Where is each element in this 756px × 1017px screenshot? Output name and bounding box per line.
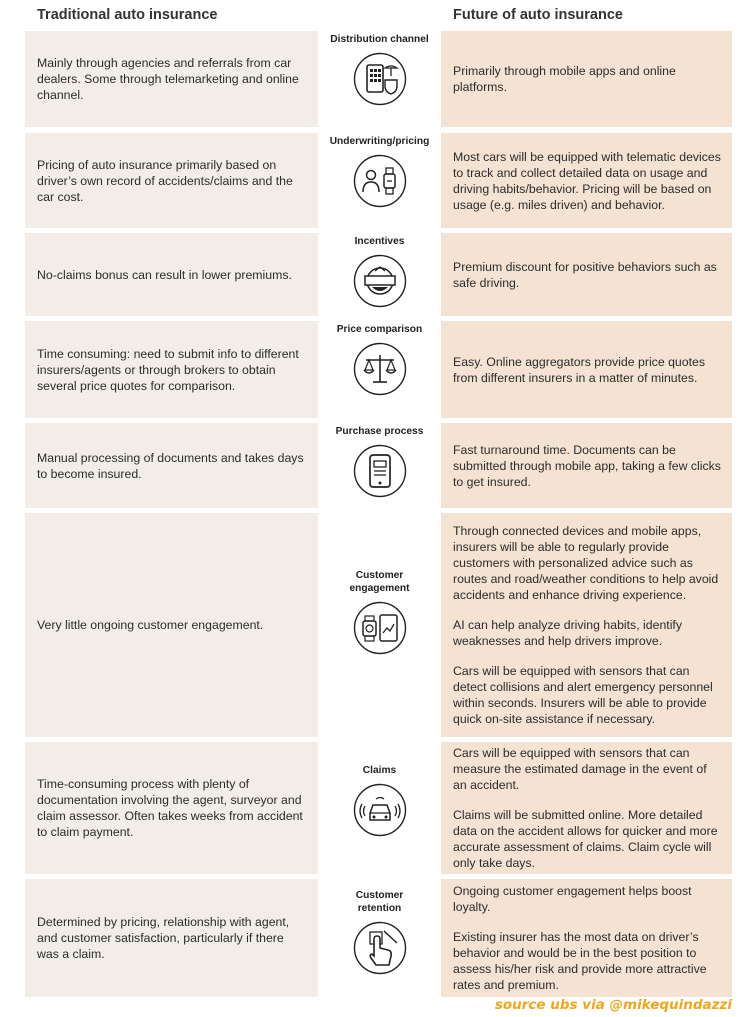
smartphone-icon bbox=[353, 444, 407, 498]
category bbox=[318, 762, 441, 837]
traditional-cell bbox=[25, 742, 318, 874]
category bbox=[318, 133, 441, 208]
future-text: Claims will be submitted online. More detailed data on the accident allows for quicker and more accurate assessment of claims. Claim cycle will only take days. bbox=[453, 808, 718, 870]
traditional-text: Time-consuming process with plenty of documentation involving the agent, surveyor and claim assessor. Often takes weeks from accident to claim payment. bbox=[37, 777, 303, 839]
future-text: Fast turnaround time. Documents can be submitted through mobile app, taking a few clicks to get insured. bbox=[453, 442, 721, 489]
traditional-cell bbox=[25, 513, 318, 737]
traditional-cell bbox=[25, 321, 318, 418]
future-text: Cars will be equipped with sensors that can measure the estimated damage in the event of an accident. bbox=[453, 746, 707, 792]
category-label: Underwriting/pricing bbox=[329, 136, 430, 147]
watch-tablet-icon bbox=[353, 601, 407, 655]
category-label: Price comparison bbox=[336, 324, 423, 335]
future-cell bbox=[441, 133, 732, 228]
traditional-text: Time consuming: need to submit info to different insurers/agents or through brokers to obtain several price quotes for comparison. bbox=[37, 346, 299, 393]
traditional-cell bbox=[25, 133, 318, 228]
future-text: Existing insurer has the most data on driver’s behavior and would be in the best position to assess his/her risk and provide more attractive rates and premium. bbox=[453, 930, 707, 992]
future-text: Easy. Online aggregators provide price quotes from different insurers in a matter of minutes. bbox=[453, 354, 706, 385]
row-customer-retention bbox=[0, 879, 756, 997]
traditional-cell bbox=[25, 879, 318, 997]
traditional-header: Traditional auto insurance bbox=[37, 7, 218, 23]
traditional-text: Pricing of auto insurance primarily based on driver’s own record of accidents/claims and the car cost. bbox=[37, 157, 293, 204]
category-label: Claims bbox=[362, 765, 397, 776]
row-price-comparison bbox=[0, 321, 756, 418]
future-text: Primarily through mobile apps and online platforms. bbox=[453, 64, 676, 94]
category bbox=[318, 887, 441, 975]
future-text: Most cars will be equipped with telematic devices to track and collect detailed data on usage and driving habits/behavior. Pricing will be based on usage (e.g. miles driven) and behavior. bbox=[453, 149, 721, 212]
traditional-text: Manual processing of documents and takes days to become insured. bbox=[37, 450, 304, 481]
badge-icon bbox=[353, 254, 407, 308]
future-text: Cars will be equipped with sensors that can detect collisions and alert emergency personnel within seconds. Insurers will be able to provide quick on-site assistance if necessary. bbox=[453, 664, 713, 726]
traditional-text: Mainly through agencies and referrals from car dealers. Some through telemarketing and online channel. bbox=[37, 56, 299, 102]
category-label: Customer retention bbox=[355, 890, 404, 914]
person-smartwatch-icon bbox=[353, 154, 407, 208]
traditional-cell bbox=[25, 423, 318, 508]
future-cell bbox=[441, 423, 732, 508]
scale-icon bbox=[353, 342, 407, 396]
category bbox=[318, 31, 441, 106]
future-header: Future of auto insurance bbox=[453, 7, 623, 23]
future-text: Ongoing customer engagement helps boost loyalty. bbox=[453, 884, 692, 914]
row-customer-engagement bbox=[0, 513, 756, 737]
category bbox=[318, 423, 441, 498]
future-cell bbox=[441, 233, 732, 316]
category bbox=[318, 233, 441, 308]
hand-tap-icon bbox=[353, 921, 407, 975]
future-text: Premium discount for positive behaviors such as safe driving. bbox=[453, 259, 717, 290]
future-cell bbox=[441, 321, 732, 418]
traditional-cell bbox=[25, 233, 318, 316]
row-incentives bbox=[0, 233, 756, 316]
traditional-text: No-claims bonus can result in lower premiums. bbox=[37, 267, 292, 282]
traditional-text: Determined by pricing, relationship with agent, and customer satisfaction, particularly if there was a claim. bbox=[37, 915, 290, 961]
future-text: AI can help analyze driving habits, identify weaknesses and help drivers improve. bbox=[453, 618, 682, 648]
row-distribution-channel bbox=[0, 31, 756, 127]
car-signal-icon bbox=[353, 783, 407, 837]
category-label: Incentives bbox=[354, 236, 405, 247]
row-underwriting-pricing bbox=[0, 133, 756, 228]
future-text: Through connected devices and mobile apps, insurers will be able to regularly provide customers with personalized advice such as routes and road/weather conditions to help avoid accidents and enhance driving experience. bbox=[453, 524, 719, 602]
mobile-shield-icon bbox=[353, 52, 407, 106]
category bbox=[318, 321, 441, 396]
row-purchase-process bbox=[0, 423, 756, 508]
category bbox=[318, 567, 441, 655]
future-cell bbox=[441, 31, 732, 127]
source-credit: source ubs via @mikequindazzi bbox=[494, 997, 732, 1013]
future-cell bbox=[441, 742, 732, 874]
traditional-text: Very little ongoing customer engagement. bbox=[37, 618, 264, 632]
category-label: Distribution channel bbox=[330, 34, 429, 45]
row-claims bbox=[0, 742, 756, 874]
traditional-cell bbox=[25, 31, 318, 127]
category-label: Customer engagement bbox=[349, 570, 410, 594]
future-cell bbox=[441, 879, 732, 997]
future-cell bbox=[441, 513, 732, 737]
category-label: Purchase process bbox=[335, 426, 424, 437]
